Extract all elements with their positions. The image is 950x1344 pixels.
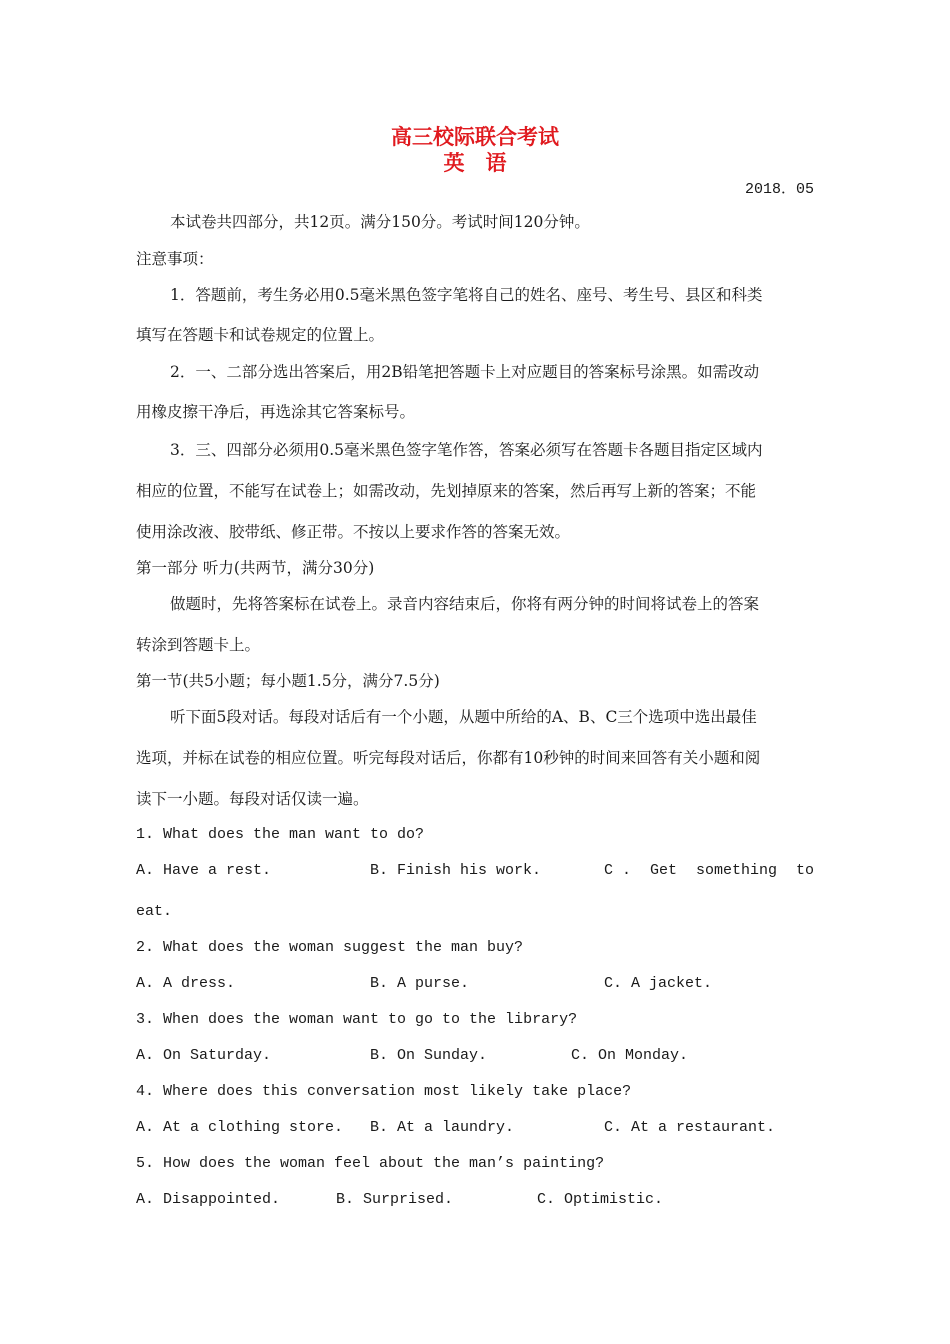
section1-heading: 第一节(共5小题；每小题1.5分，满分7.5分) bbox=[136, 672, 440, 690]
option-c: C. At a restaurant. bbox=[604, 1119, 776, 1136]
notice-line: 3．三、四部分必须用0.5毫米黑色签字笔作答，答案必须写在答题卡各题目指定区域内 bbox=[170, 441, 763, 459]
option-a: A. At a clothing store. bbox=[136, 1119, 344, 1136]
part1-heading: 第一部分 听力(共两节，满分30分) bbox=[136, 559, 375, 577]
instruction-line: 读下一小题。每段对话仅读一遍。 bbox=[136, 790, 369, 808]
option-c: C. A jacket. bbox=[604, 975, 713, 992]
intro-text: 本试卷共四部分，共12页。满分150分。考试时间120分钟。 bbox=[170, 213, 590, 231]
option-c: C. Optimistic. bbox=[537, 1191, 664, 1208]
notice-line: 1．答题前，考生务必用0.5毫米黑色签字笔将自己的姓名、座号、考生号、县区和科类 bbox=[170, 286, 763, 304]
option-c: C. On Monday. bbox=[571, 1047, 689, 1064]
question-text: 4. Where does this conversation most likely take place? bbox=[136, 1083, 632, 1100]
option-c-word: C . bbox=[604, 862, 632, 879]
option-b: B. At a laundry. bbox=[370, 1119, 515, 1136]
notice-line: 2．一、二部分选出答案后，用2B铅笔把答题卡上对应题目的答案标号涂黑。如需改动 bbox=[170, 363, 760, 381]
exam-title: 高三校际联合考试 bbox=[391, 124, 559, 149]
option-a: A. On Saturday. bbox=[136, 1047, 272, 1064]
instruction-line: 转涂到答题卡上。 bbox=[136, 636, 261, 654]
option-c-continued: eat. bbox=[136, 903, 173, 920]
instruction-line: 选项，并标在试卷的相应位置。听完每段对话后，你都有10秒钟的时间来回答有关小题和阅 bbox=[136, 749, 761, 767]
question-text: 1. What does the man want to do? bbox=[136, 826, 425, 843]
option-b: B. A purse. bbox=[370, 975, 470, 992]
notice-line: 使用涂改液、胶带纸、修正带。不按以上要求作答的答案无效。 bbox=[136, 523, 571, 541]
instruction-line: 做题时，先将答案标在试卷上。录音内容结束后，你将有两分钟的时间将试卷上的答案 bbox=[170, 595, 760, 613]
exam-subject: 英 语 bbox=[443, 150, 507, 175]
option-b: B. Finish his work. bbox=[370, 862, 542, 879]
notice-line: 用橡皮擦干净后，再选涂其它答案标号。 bbox=[136, 403, 416, 421]
option-a: A. Have a rest. bbox=[136, 862, 272, 879]
option-a: A. Disappointed. bbox=[136, 1191, 281, 1208]
instruction-line: 听下面5段对话。每段对话后有一个小题，从题中所给的A、B、C三个选项中选出最佳 bbox=[170, 708, 757, 726]
option-b: B. Surprised. bbox=[336, 1191, 454, 1208]
question-text: 5. How does the woman feel about the man’s painting? bbox=[136, 1155, 605, 1172]
question-text: 2. What does the woman suggest the man buy? bbox=[136, 939, 524, 956]
option-c bbox=[604, 861, 814, 881]
option-a: A. A dress. bbox=[136, 975, 236, 992]
option-c-word: to bbox=[795, 862, 814, 879]
option-c-word: something bbox=[695, 862, 777, 879]
question-text: 3. When does the woman want to go to the library? bbox=[136, 1011, 578, 1028]
notice-line: 填写在答题卡和试卷规定的位置上。 bbox=[136, 326, 385, 344]
exam-date: 2018．05 bbox=[744, 181, 814, 198]
notice-heading: 注意事项： bbox=[136, 250, 214, 268]
notice-line: 相应的位置，不能写在试卷上；如需改动，先划掉原来的答案，然后再写上新的答案；不能 bbox=[136, 482, 757, 500]
option-c-word: Get bbox=[649, 862, 677, 879]
option-b: B. On Sunday. bbox=[370, 1047, 488, 1064]
